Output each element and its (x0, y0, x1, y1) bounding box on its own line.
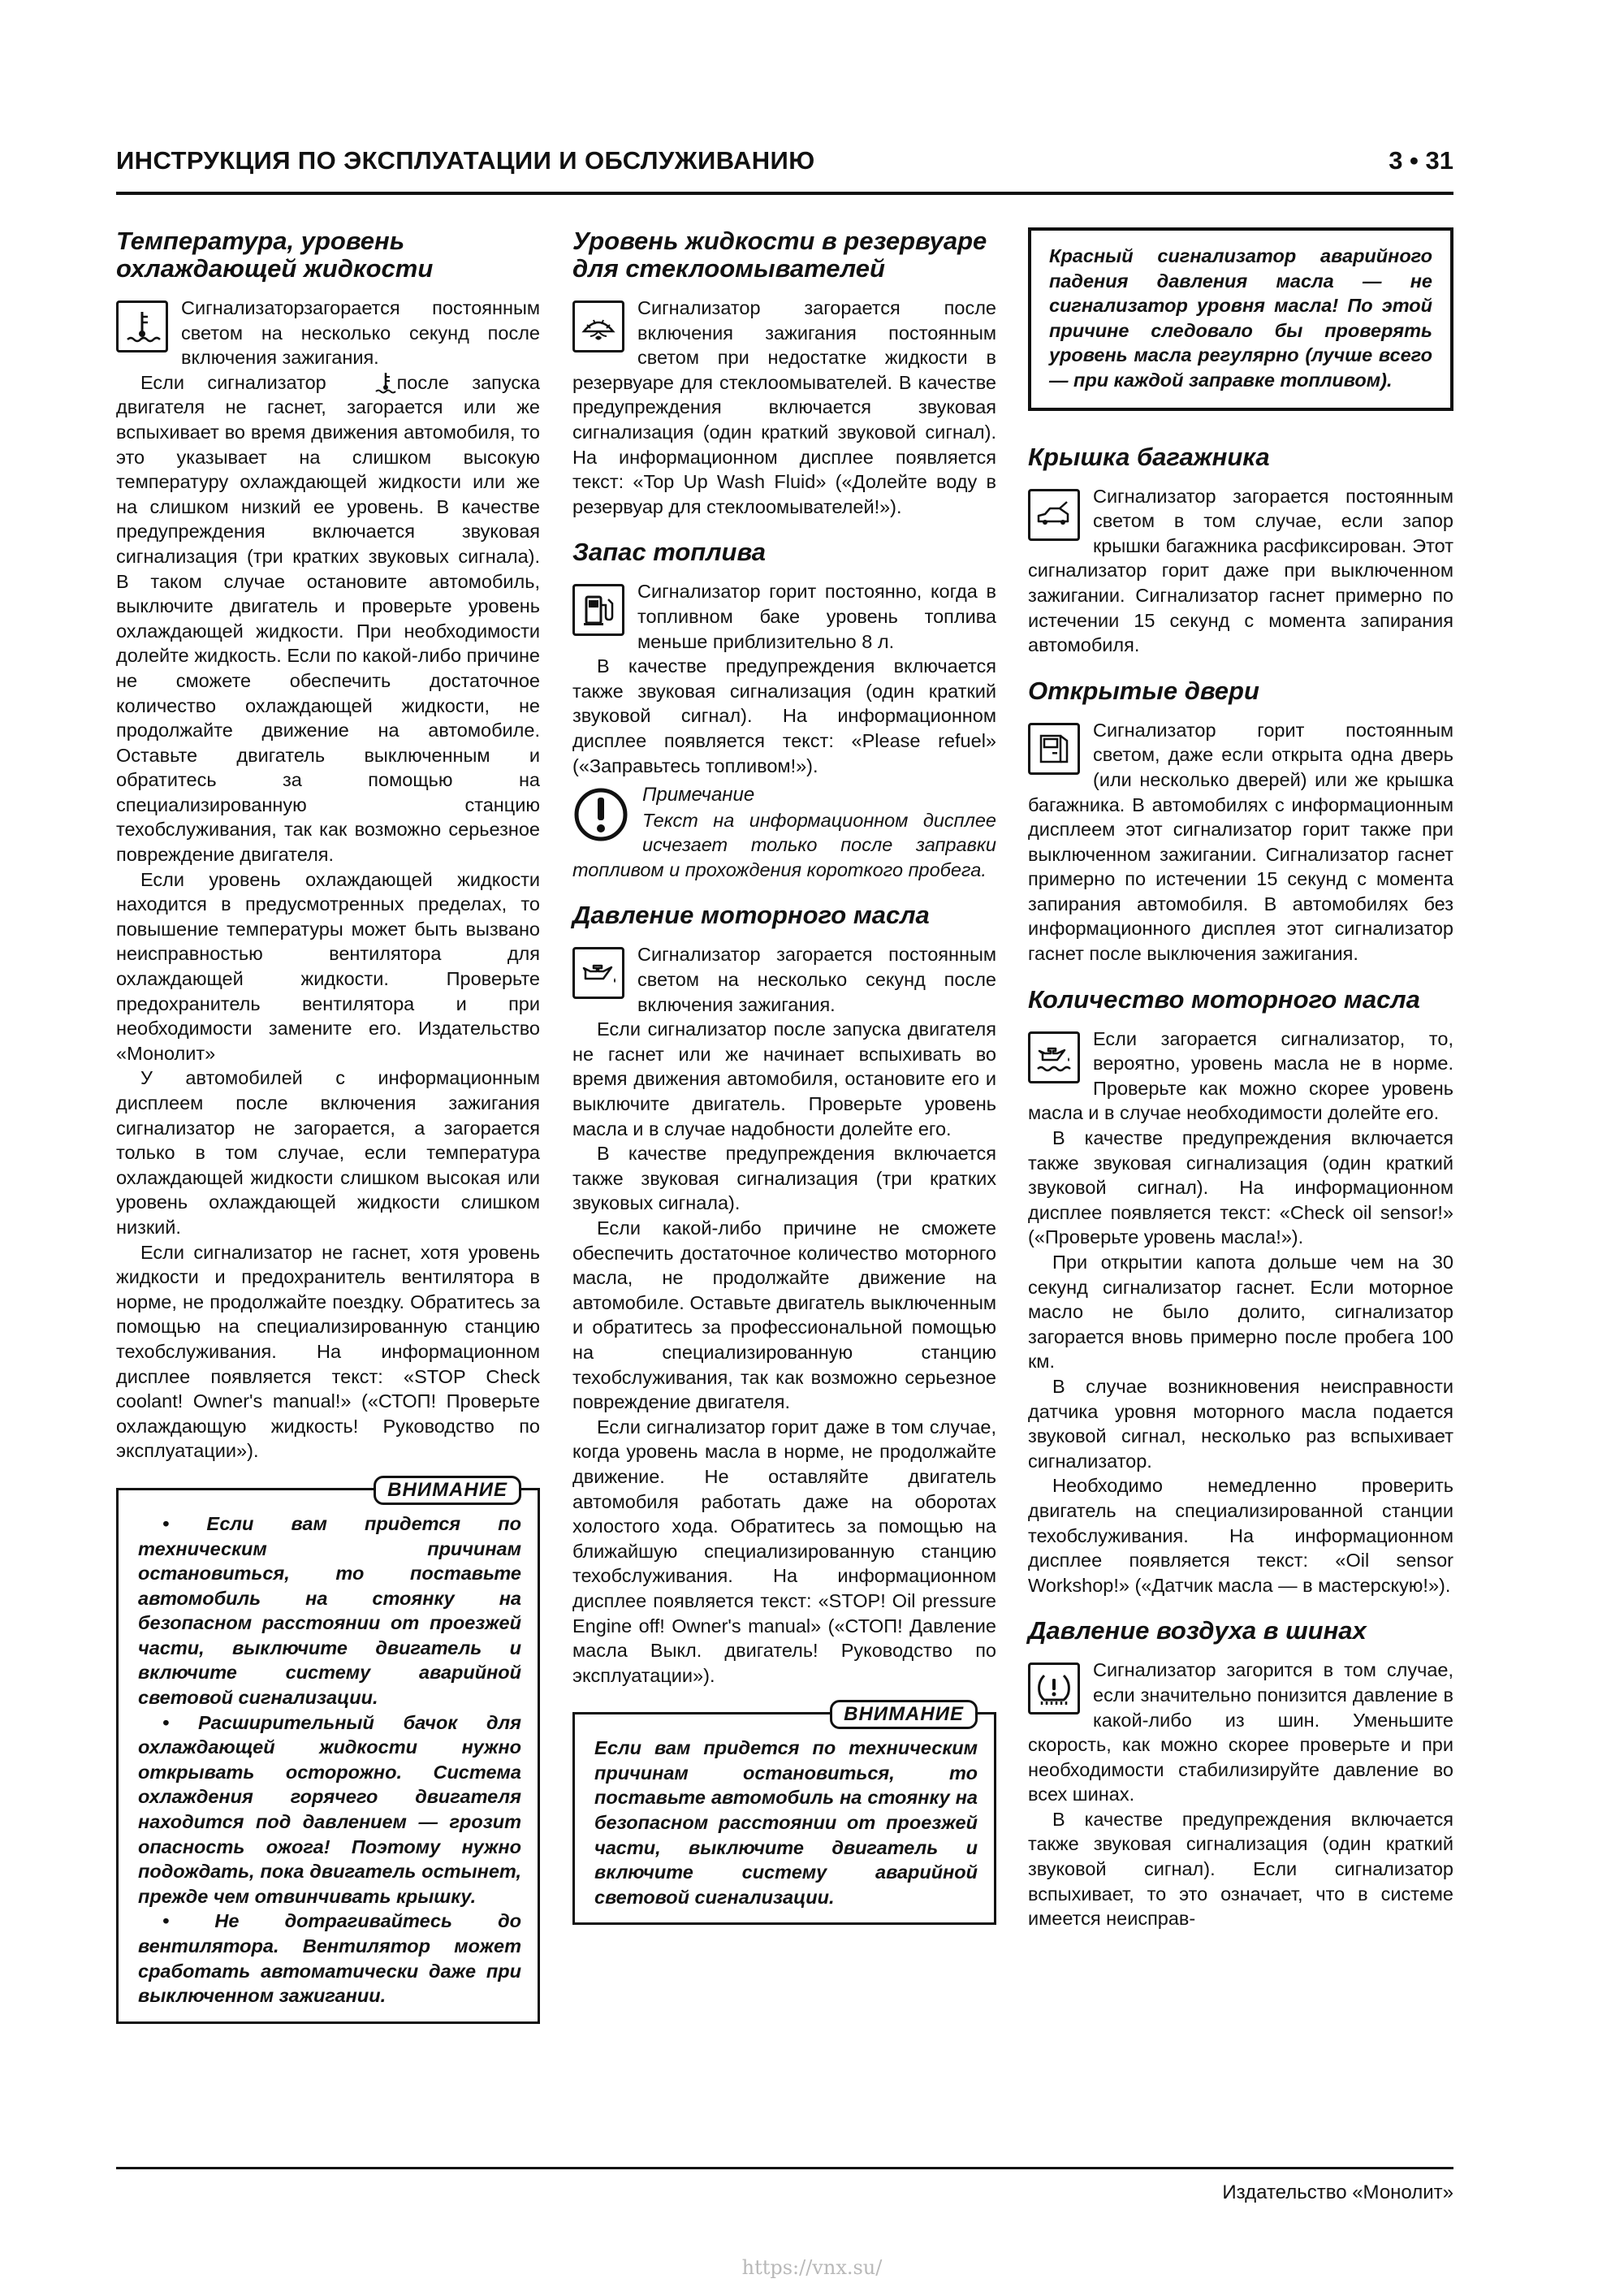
warning-box-oil (572, 1703, 996, 1925)
trunk-open-icon (1028, 489, 1080, 541)
footer-rule (116, 2167, 1453, 2169)
column-left (116, 227, 540, 2024)
oil-pressure-notice-text: Красный сигнализатор аварийного падения давления масла — не сигнализатор уровня масла! По этой причине следовало бы проверять уровень масла регулярно (лучше всего — при каждой заправке топливом). (1049, 245, 1432, 391)
oil-pressure-paragraph-3: В качестве предупреждения включается также звуковая сигнализация (три кратких звуковых сигнала). (572, 1143, 996, 1214)
tire-pressure-icon (1028, 1663, 1080, 1714)
fuel-note (572, 783, 996, 882)
washer-paragraph-1: Сигнализатор загорается после включения зажигания постоянным светом при недостатке жидкости в резервуаре для стеклоомывателей. В качестве предупреждения включается звуковая сигнализация (один краткий звуковой сигнал). На информационном дисплее появляется текст: «Top Up Wash Fluid» («Долейте воду в резервуар для стеклоомывателей!»). (572, 297, 996, 517)
warning-label: ВНИМАНИЕ (830, 1700, 978, 1729)
footer-publisher: Издательство «Монолит» (1222, 2181, 1453, 2203)
section-title-oil-level: Количество моторного масла (1028, 984, 1420, 1014)
footer-watermark-url: https://vnx.su/ (741, 2256, 883, 2279)
running-header-title: ИНСТРУКЦИЯ ПО ЭКСПЛУАТАЦИИ И ОБСЛУЖИВАНИЮ (116, 146, 815, 175)
section-title-coolant: Температура, уровень охлаждающей жидкости (116, 227, 434, 283)
warning-label: ВНИМАНИЕ (374, 1476, 521, 1505)
oil-level-paragraph-2: В качестве предупреждения включается также звуковая сигнализация (один краткий звуковой сигнал). На информационном дисплее появляется текст: «Check oil sensor!» («Проверьте уровень масла!»). (1028, 1127, 1453, 1248)
section-title-trunk: Крышка багажника (1028, 442, 1270, 471)
coolant-paragraph-2-start: Если сигнализатор (140, 371, 326, 393)
door-open-icon (1028, 723, 1080, 775)
oil-level-paragraph-4: В случае возникновения неисправности датчика уровня моторного масла подается звуковой сигнал, несколько раз вспыхивает сигнализатор. (1028, 1375, 1453, 1472)
oil-level-paragraph-3: При открытии капота дольше чем на 30 секунд сигнализатор гаснет. Если моторное масло не было долито, сигнализатор загорается вновь примерно после пробега 100 км. (1028, 1252, 1453, 1373)
oil-pressure-paragraph-2: Если сигнализатор после запуска двигателя не гаснет или же начинает вспыхивать во время движения автомобиля, остановите его и выключите двигатель. Проверьте уровень масла и в случае надобности долейте его. (572, 1018, 996, 1139)
coolant-paragraph-3: Если уровень охлаждающей жидкости находится в предусмотренных пределах, то повышение температуры может быть вызвано неисправностью вентилятора для охлаждающей жидкости. Проверьте предохранитель вентилятора и при необходимости замените его. Издательство «Монолит» (116, 868, 540, 1064)
coolant-paragraph-1: Сигнализаторзагорается постоянным светом на несколько секунд после включения зажигания. (181, 297, 540, 369)
oil-pressure-paragraph-4: Если какой-либо причине не сможете обеспечить достаточное количество моторного масла, не продолжайте движение на автомобиле. Оставьте двигатель выключенным и обратитесь за профессиональной помощью на специализированную станцию техобслуживания, так как возможно серьезное повреждение двигателя. (572, 1217, 996, 1413)
note-title: Примечание (642, 784, 755, 806)
coolant-inline-icon (349, 371, 374, 394)
section-title-tires: Давление воздуха в шинах (1028, 1616, 1367, 1645)
oil-pressure-notice-box (1028, 227, 1453, 411)
warning-text: Если вам придется по техническим причинам остановиться, то поставьте автомобиль на стоянку на безопасном расстоянии от проезжей части, выключите двигатель и включите систему аварийной световой сигнализации. (594, 1737, 978, 1908)
section-title-fuel: Запас топлива (572, 538, 766, 567)
exclamation-icon (572, 786, 629, 843)
fuel-pump-icon (572, 584, 624, 636)
warning-bullet-3: • Не дотрагивайтесь до вентилятора. Вентилятор может сработать автоматически даже при выключенном зажигании. (138, 1910, 521, 2007)
coolant-paragraph-5: Если сигнализатор не гаснет, хотя уровень жидкости и предохранитель вентилятора в норме, не продолжайте поездку. Обратитесь за помощью на специализированную станцию техобслуживания. На информационном дисплее появляется текст: «STOP Check coolant! Owner's manual!» («СТОП! Проверьте охлаждающую жидкость! Руководство по эксплуатации»). (116, 1241, 540, 1462)
coolant-temperature-icon (116, 301, 168, 352)
oil-level-paragraph-5: Необходимо немедленно проверить двигатель на специализированной станции техобслуживания. На информационном дисплее появляется текст: «Oil sensor Workshop!» («Датчик масла — в мастерскую!»). (1028, 1475, 1453, 1596)
oil-level-icon (1028, 1031, 1080, 1083)
coolant-paragraph-4: У автомобилей с информационным дисплеем после включения зажигания сигнализатор не загорается, а загорается только в том случае, если температура охлаждающей жидкости слишком высокая или уровень охлаждающей жидкости слишком низкий. (116, 1067, 540, 1238)
oil-pressure-paragraph-5: Если сигнализатор горит даже в том случае, когда уровень масла в норме, не продолжайте движение. Не оставляйте двигатель автомобиля работать даже на оборотах холостого хода. Обратитесь за помощью на ближайшую специализированную станцию техобслуживания. На информационном дисплее появляется текст: «STOP! Oil pressure Engine off! Owner's manual» («СТОП! Давление масла Выкл. двигатель! Руководство по эксплуатации»). (572, 1416, 996, 1686)
section-title-oil-pressure: Давление моторного масла (572, 901, 930, 930)
section-title-doors: Открытые двери (1028, 676, 1259, 705)
warning-box-coolant (116, 1478, 540, 2024)
section-title-washer: Уровень жидкости в резервуаре для стеклоомывателей (572, 227, 987, 283)
header-rule (116, 192, 1453, 195)
trunk-paragraph-1: Сигнализатор загорается постоянным светом в том случае, если запор крышки багажника расфиксирован. Этот сигнализатор горит даже при выключенном зажигании. Сигнализатор гаснет примерно по истечении 15 секунд с момента запирания автомобиля. (1028, 485, 1453, 656)
column-middle (572, 227, 996, 1925)
doors-paragraph-1: Сигнализатор горит постоянным светом, даже если открыта одна дверь (или несколько дверей) или же крышка багажника. В автомобилях с информационным дисплеем этот сигнализатор горит также при выключенном зажигании. Сигнализатор гаснет примерно по истечении 15 секунд с момента запирания автомобиля. В автомобилях без информационного дисплея этот сигнализатор гаснет после выключения зажигания. (1028, 719, 1453, 965)
fuel-paragraph-2: В качестве предупреждения включается также звуковая сигнализация (один краткий звуковой сигнал). На информационном дисплее появляется текст: «Please refuel» («Заправьтесь топливом!»). (572, 655, 996, 776)
note-text: Текст на информационном дисплее исчезает только после заправки топливом и прохождения короткого пробега. (572, 809, 996, 880)
oil-can-icon (572, 947, 624, 999)
oil-pressure-paragraph-1: Сигнализатор загорается постоянным светом на несколько секунд после включения зажигания. (637, 944, 996, 1015)
tires-paragraph-2: В качестве предупреждения включается также звуковая сигнализация (один краткий звуковой сигнал). Если сигнализатор вспыхивает, то это означает, что в системе имеется неисправ- (1028, 1808, 1453, 1930)
coolant-paragraph-2 (116, 370, 540, 867)
warning-bullet-1: • Если вам придется по техническим причинам остановиться, то поставьте автомобиль на стоянку на безопасном расстоянии от проезжей части, выключите двигатель и включите систему аварийной световой сигнализации. (138, 1512, 521, 1709)
fuel-paragraph-1: Сигнализатор горит постоянно, когда в топливном баке уровень топлива меньше приблизительно 8 л. (637, 581, 996, 652)
oil-level-paragraph-1: Если загорается сигнализатор, то, вероятно, уровень масла не в норме. Проверьте как можно скорее уровень масла и в случае необходимости долейте его. (1028, 1027, 1453, 1124)
tires-paragraph-1: Сигнализатор загорится в том случае, если значительно понизится давление в какой-либо из шин. Уменьшите скорость, как можно скорее проверьте и при необходимости стабилизируйте давление во всех шинах. (1028, 1659, 1453, 1805)
column-right (1028, 227, 1453, 1931)
coolant-paragraph-2-rest: после запуска двигателя не гаснет, загорается или же вспыхивает во время движения автомобиля, то это указывает на слишком высокую температуру охлаждающей жидкости или же на слишком низкий ее уровень. В качестве предупреждения включается звуковая сигнализация (три кратких звуковых сигнала). В таком случае остановите автомобиль, выключите двигатель и проверьте уровень охлаждающей жидкости. При необходимости долейте жидкость. Если по какой-либо причине не сможете обеспечить достаточное количество охлаждающей жидкости, не продолжайте движение на автомобиле. Оставьте двигатель выключенным и обратитесь за помощью на специализированную станцию техобслуживания, так как возможно серьезное повреждение двигателя. (116, 371, 540, 866)
washer-fluid-icon (572, 301, 624, 352)
page-number: 3 • 31 (1389, 146, 1453, 175)
warning-bullet-2: • Расширительный бачок для охлаждающей жидкости нужно открывать осторожно. Система охлаждения горячего двигателя находится под давлением — грозит опасность ожога! Поэтому нужно подождать, пока двигатель остынет, прежде чем отвинчивать крышку. (138, 1711, 521, 1907)
